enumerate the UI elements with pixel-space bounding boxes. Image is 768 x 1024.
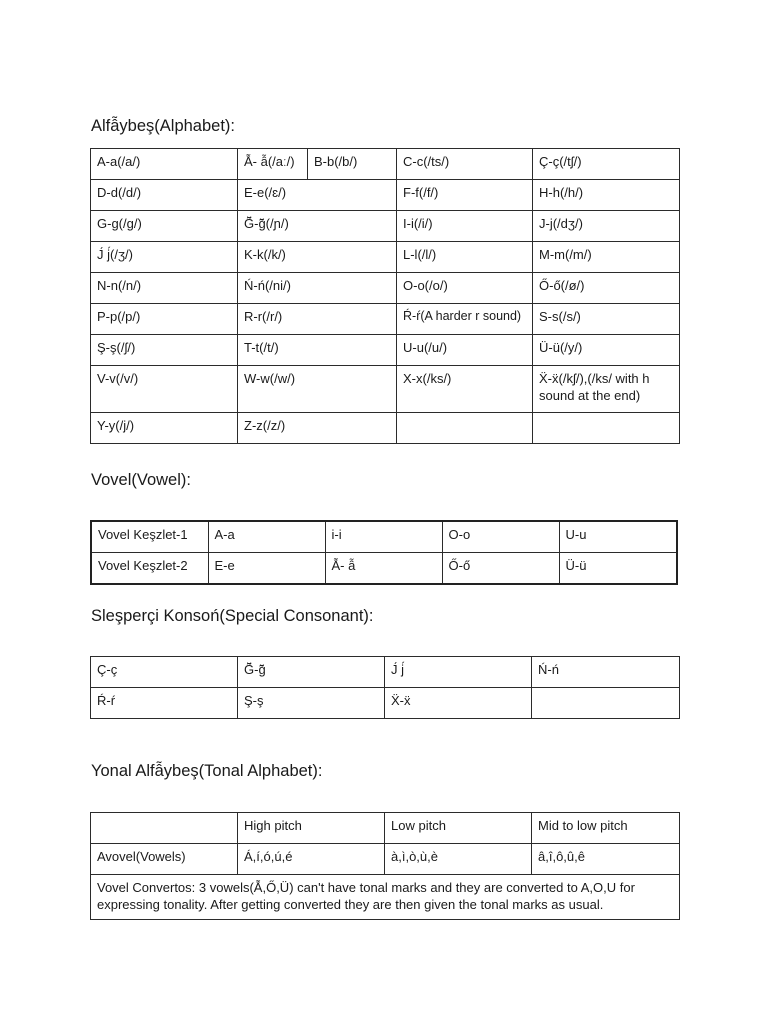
- alphabet-heading: Alfẫybeş(Alphabet):: [91, 117, 235, 135]
- table-cell: U-u: [559, 521, 677, 553]
- table-cell: J́ j́(/ʒ/): [91, 242, 238, 273]
- table-cell: Ẍ-ẍ(/kʃ/),(/ks/ with h sound at the end): [533, 366, 680, 413]
- table-row: [91, 211, 680, 242]
- table-row: [91, 657, 680, 688]
- table-cell: D-d(/d/): [91, 180, 238, 211]
- table-cell: J-j(/dʒ/): [533, 211, 680, 242]
- table-cell: F-f(/f/): [397, 180, 533, 211]
- table-row: [91, 335, 680, 366]
- table-cell: S-s(/s/): [533, 304, 680, 335]
- table-cell: J́ j́: [385, 657, 532, 688]
- table-header-cell: Low pitch: [385, 813, 532, 844]
- table-row: [91, 149, 680, 180]
- table-cell: Ẍ-ẍ: [385, 688, 532, 719]
- table-cell: Vovel Keşzlet-2: [91, 553, 208, 585]
- table-cell: A-a(/a/): [91, 149, 238, 180]
- table-cell: I-i(/i/): [397, 211, 533, 242]
- table-row: [91, 304, 680, 335]
- table-cell: Ü-ü(/y/): [533, 335, 680, 366]
- table-cell: Ş-ş(/ʃ/): [91, 335, 238, 366]
- table-cell: O-o(/o/): [397, 273, 533, 304]
- table-header-cell: High pitch: [238, 813, 385, 844]
- table-cell: à,ì,ò,ù,è: [385, 844, 532, 875]
- table-cell: [397, 413, 533, 444]
- table-cell: Ő-ő: [442, 553, 559, 585]
- table-cell: E-e(/ɛ/): [238, 180, 397, 211]
- table-cell: X-x(/ks/): [397, 366, 533, 413]
- table-cell: Ş-ş: [238, 688, 385, 719]
- table-cell: Ń-ń: [532, 657, 680, 688]
- vowel-heading: Vovel(Vowel):: [91, 471, 191, 489]
- table-cell: W-w(/w/): [238, 366, 397, 413]
- table-header-row: [91, 813, 680, 844]
- special-consonant-table: [90, 656, 680, 719]
- tonal-alphabet-heading: Yonal Alfẫybeş(Tonal Alphabet):: [91, 762, 323, 780]
- table-cell: Á,í,ó,ú,é: [238, 844, 385, 875]
- table-cell: Vovel Keşzlet-1: [91, 521, 208, 553]
- table-cell: H-h(/h/): [533, 180, 680, 211]
- vowel-convertos-note: Vovel Convertos: 3 vowels(Ẫ,Ő,Ü) can't have tonal marks and they are converted to A,O,U for expressing tonality. After getting converted they are then given the tonal marks as usual.: [91, 875, 680, 920]
- table-cell: Ń-ń(/ni/): [238, 273, 397, 304]
- table-cell: Ğ̃-ğ̃: [238, 657, 385, 688]
- table-cell: Ŕ-ŕ: [91, 688, 238, 719]
- table-cell: Z-z(/z/): [238, 413, 397, 444]
- table-cell: Y-y(/j/): [91, 413, 238, 444]
- table-cell: N-n(/n/): [91, 273, 238, 304]
- tonal-alphabet-table: [90, 812, 680, 920]
- table-row: [91, 242, 680, 273]
- table-cell: G-g(/g/): [91, 211, 238, 242]
- table-row: [91, 180, 680, 211]
- table-header-cell: Mid to low pitch: [532, 813, 680, 844]
- table-cell: Ğ̃-ğ̃(/ɲ/): [238, 211, 397, 242]
- table-cell: i-i: [325, 521, 442, 553]
- table-cell: A-a: [208, 521, 325, 553]
- table-cell: R-r(/r/): [238, 304, 397, 335]
- table-cell: Ẫ- ẫ(/aː/): [238, 149, 308, 180]
- table-cell: Ç-ç: [91, 657, 238, 688]
- table-row: [91, 413, 680, 444]
- table-cell: V-v(/v/): [91, 366, 238, 413]
- vowel-table: [90, 520, 678, 585]
- table-cell: Avovel(Vowels): [91, 844, 238, 875]
- table-row: [91, 366, 680, 413]
- table-row: [91, 273, 680, 304]
- table-cell: O-o: [442, 521, 559, 553]
- table-cell: T-t(/t/): [238, 335, 397, 366]
- alphabet-table: [90, 148, 680, 444]
- table-cell: M-m(/m/): [533, 242, 680, 273]
- table-cell: B-b(/b/): [308, 149, 397, 180]
- table-cell: [91, 813, 238, 844]
- table-cell: Ü-ü: [559, 553, 677, 585]
- special-consonant-heading: Sleşperçi Konsoń(Special Consonant):: [91, 607, 374, 625]
- table-cell: K-k(/k/): [238, 242, 397, 273]
- table-cell: Ẫ- ẫ: [325, 553, 442, 585]
- table-row: [91, 553, 677, 585]
- table-cell: P-p(/p/): [91, 304, 238, 335]
- table-cell: Ő-ő(/ø/): [533, 273, 680, 304]
- table-row: [91, 688, 680, 719]
- table-row: [91, 521, 677, 553]
- table-row: [91, 844, 680, 875]
- table-cell: Ç-ç(/tʃ/): [533, 149, 680, 180]
- table-cell: [533, 413, 680, 444]
- table-cell: [532, 688, 680, 719]
- table-row: [91, 875, 680, 920]
- table-cell: E-e: [208, 553, 325, 585]
- table-cell: C-c(/ts/): [397, 149, 533, 180]
- table-cell: â,î,ô,û,ê: [532, 844, 680, 875]
- table-cell: L-l(/l/): [397, 242, 533, 273]
- table-cell: U-u(/u/): [397, 335, 533, 366]
- table-cell: Ŕ-ŕ(A harder r sound): [397, 304, 533, 335]
